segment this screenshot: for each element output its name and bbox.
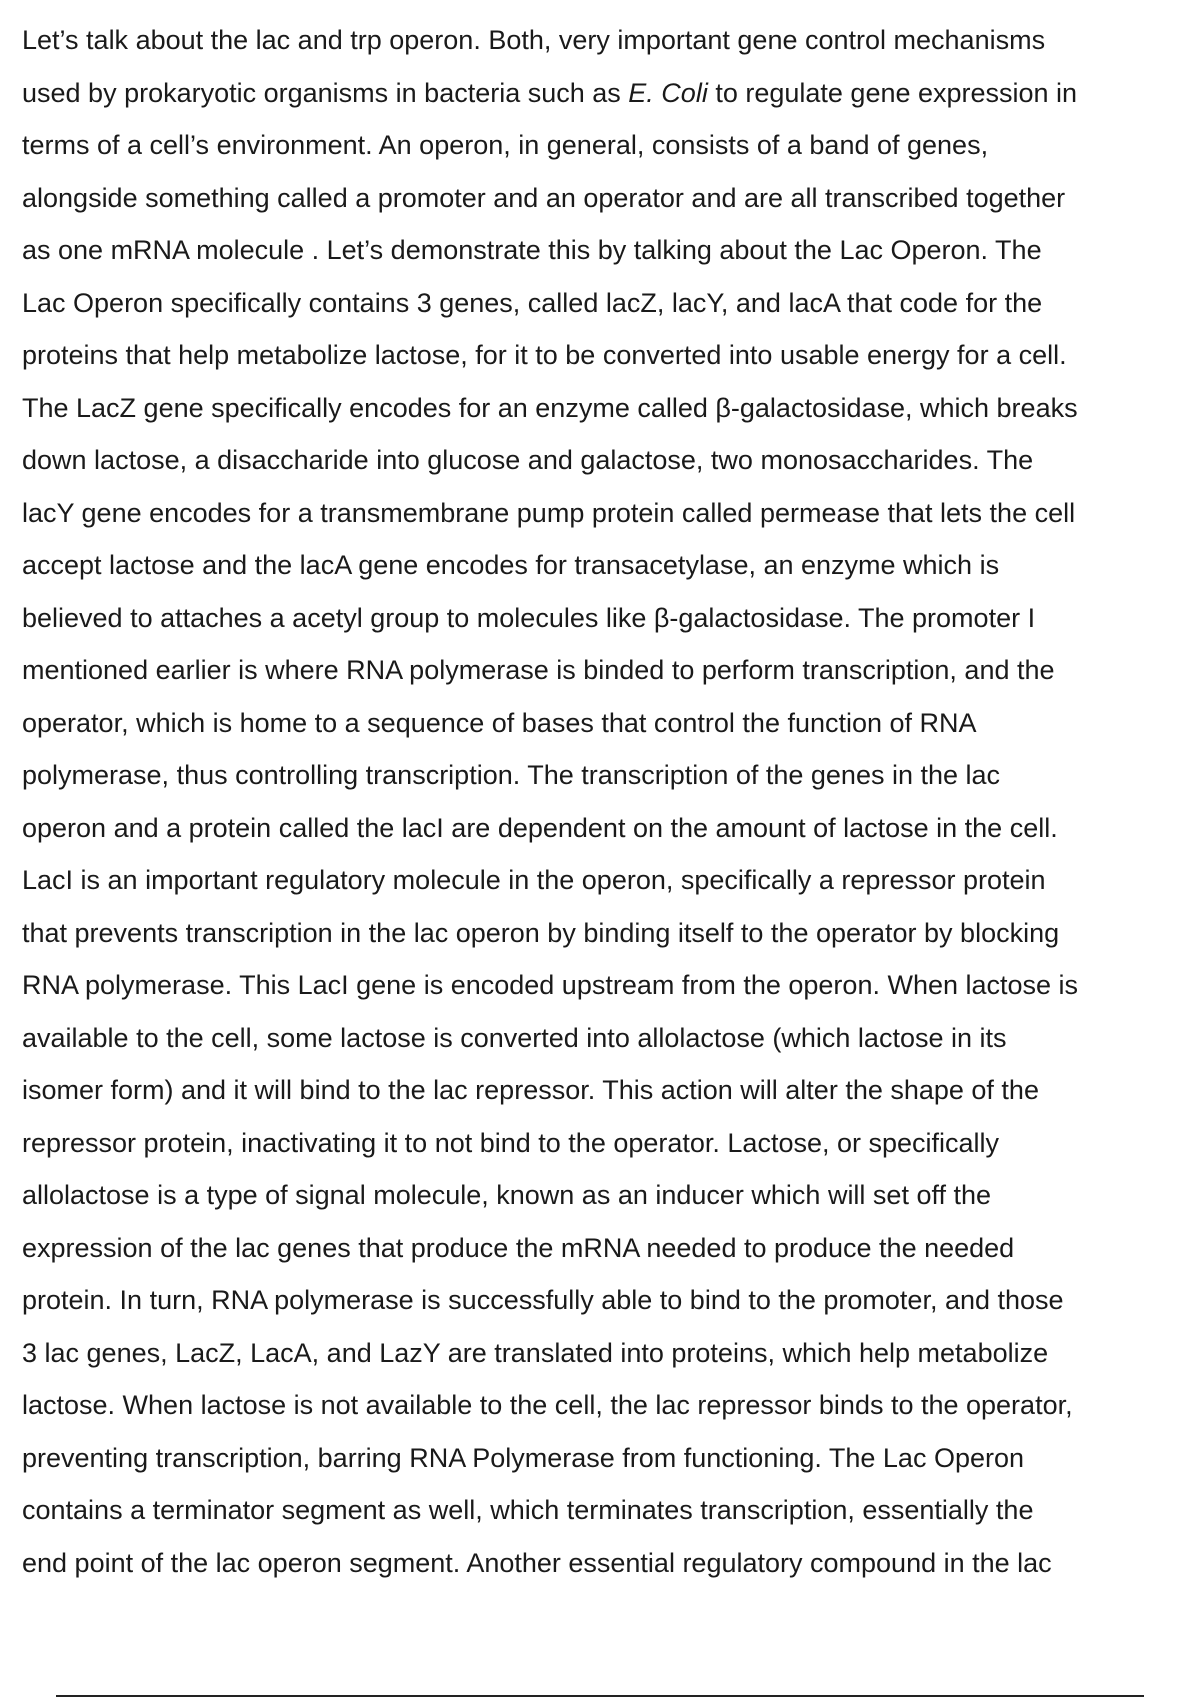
text-line-1: Let’s talk about the lac and trp operon. Both, very important gene control mechanisms: [22, 25, 1046, 55]
text-line-9: down lactose, a disaccharide into glucose and galactose, two monosaccharides. The: [22, 445, 1034, 475]
text-line-6: Lac Operon specifically contains 3 genes, called lacZ, lacY, and lacA that code for the: [22, 287, 1043, 318]
text-line-21: isomer form) and it will bind to the lac repressor. This action will alter the shape of the: [22, 1075, 1039, 1105]
text-line-14: operator, which is home to a sequence of bases that control the function of RNA: [22, 707, 977, 738]
text-line-18: that prevents transcription in the lac operon by binding itself to the operator by blocking: [22, 917, 1060, 948]
species-name-italic: E. Coli: [628, 77, 708, 108]
text-line-7: proteins that help metabolize lactose, for it to be converted into usable energy for a cell.: [22, 340, 1067, 370]
text-line-28: preventing transcription, barring RNA Polymerase from functioning. The Lac Operon: [22, 1442, 1025, 1473]
text-line-10: lacY gene encodes for a transmembrane pump protein called permease that lets the cell: [22, 497, 1076, 528]
text-line-20: available to the cell, some lactose is converted into allolactose (which lactose in its: [22, 1022, 1007, 1053]
text-line-24: expression of the lac genes that produce the mRNA needed to produce the needed: [22, 1232, 1015, 1263]
text-line-16: operon and a protein called the lacI are dependent on the amount of lactose in the cell.: [22, 812, 1058, 843]
text-line-4: alongside something called a promoter and an operator and are all transcribed together: [22, 182, 1066, 213]
text-line-29: contains a terminator segment as well, which terminates transcription, essentially the: [22, 1495, 1034, 1525]
text-line-11: accept lactose and the lacA gene encodes for transacetylase, an enzyme which is: [22, 550, 1000, 580]
text-line-22: repressor protein, inactivating it to not bind to the operator. Lactose, or specifically: [22, 1127, 1000, 1158]
text-line-2: [22, 67, 1200, 120]
text-line-27: lactose. When lactose is not available to the cell, the lac repressor binds to the operator,: [22, 1390, 1073, 1420]
text-line-26: 3 lac genes, LacZ, LacA, and LazY are translated into proteins, which help metabolize: [22, 1337, 1049, 1368]
text-line-3: terms of a cell’s environment. An operon, in general, consists of a band of genes,: [22, 130, 989, 160]
text-line-19: RNA polymerase. This LacI gene is encoded upstream from the operon. When lactose is: [22, 970, 1079, 1000]
text-line-8: The LacZ gene specifically encodes for an enzyme called β-galactosidase, which breaks: [22, 392, 1078, 423]
body-paragraph: [22, 14, 1200, 1589]
text-line-13: mentioned earlier is where RNA polymerase is binded to perform transcription, and the: [22, 655, 1055, 685]
text-line-17: LacI is an important regulatory molecule in the operon, specifically a repressor protein: [22, 865, 1046, 895]
text-line-15: polymerase, thus controlling transcription. The transcription of the genes in the lac: [22, 760, 1001, 790]
text-line-12: believed to attaches a acetyl group to molecules like β-galactosidase. The promoter I: [22, 602, 1036, 633]
text-line-25: protein. In turn, RNA polymerase is successfully able to bind to the promoter, and those: [22, 1285, 1064, 1315]
text-line-23: allolactose is a type of signal molecule, known as an inducer which will set off the: [22, 1180, 992, 1210]
footer-divider: [56, 1695, 1144, 1697]
text-line-30: end point of the lac operon segment. Another essential regulatory compound in the lac: [22, 1547, 1052, 1578]
text-line-2-part-1: used by prokaryotic organisms in bacteria such as: [22, 77, 629, 108]
text-line-5: as one mRNA molecule . Let’s demonstrate this by talking about the Lac Operon. The: [22, 235, 1042, 265]
text-line-2-part-3: to regulate gene expression in: [707, 77, 1078, 108]
